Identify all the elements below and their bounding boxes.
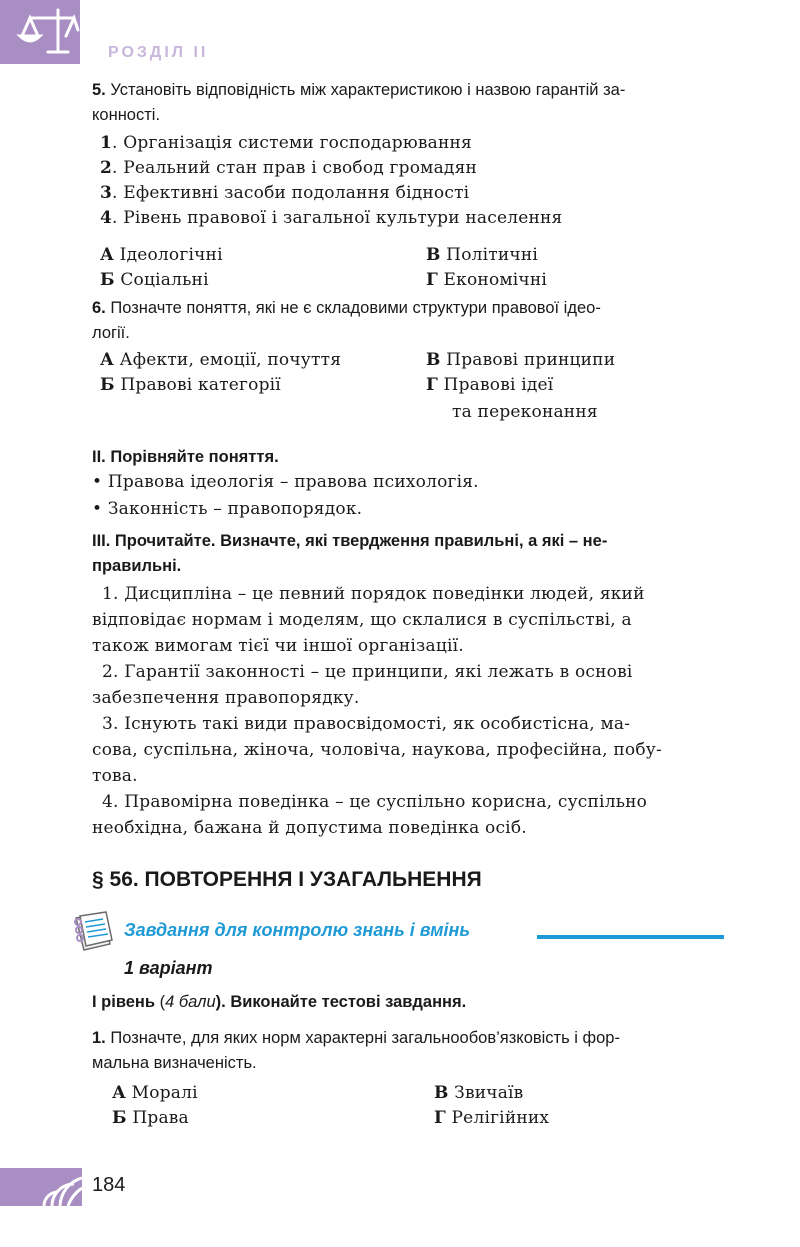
- question-6: 6. Позначте поняття, які не є складовими структури правової ідео- логії.: [92, 299, 601, 342]
- answer-option: Б Правові категорії: [100, 375, 281, 395]
- list-item: 1. Організація системи господарювання: [100, 133, 472, 153]
- question-1: 1. Позначте, для яких норм характерні загальнообов’язковість і фор- мальна визначеність.: [92, 1029, 620, 1072]
- notebook-icon: [70, 910, 116, 954]
- q5-items: [100, 131, 563, 231]
- answer-option: Г Релігійних: [434, 1108, 550, 1128]
- part3-statement: 2. Гарантії законності – це принципи, які лежать в основі забезпечення правопорядку.: [92, 662, 633, 708]
- subsection-title: Завдання для контролю знань і вмінь: [124, 920, 471, 940]
- answer-option: В Політичні: [426, 245, 539, 265]
- part3-statement: 4. Правомірна поведінка – це суспільно корисна, суспільно необхідна, бажана й допустима поведінка осіб.: [92, 792, 648, 838]
- list-item: • Законність – правопорядок.: [92, 499, 363, 519]
- paragraph-title: § 56. ПОВТОРЕННЯ І УЗАГАЛЬНЕННЯ: [92, 868, 482, 891]
- answer-option: А Афекти, емоції, почуття: [100, 350, 342, 370]
- answer-option: Г Економічні: [426, 270, 548, 290]
- answer-option: Г Правові ідеї: [426, 375, 554, 395]
- answer-option-continuation: та переконання: [452, 402, 598, 422]
- subsection-rule: [537, 935, 724, 939]
- page-number: 184: [92, 1174, 126, 1196]
- level-heading: І рівень (4 бали). Виконайте тестові завдання.: [92, 993, 467, 1011]
- part2-heading: II. Порівняйте поняття.: [92, 448, 279, 466]
- question-number: 5.: [92, 81, 106, 99]
- list-item: 4. Рівень правової і загальної культури населення: [100, 208, 563, 228]
- part3-statement: 3. Існують такі види правосвідомості, як особистісна, ма- сова, суспільна, жіноча, чоловіча, наукова, професійна, побу- това.: [92, 714, 662, 786]
- answer-option: В Правові принципи: [426, 350, 616, 370]
- part3-statement: 1. Дисципліна – це певний порядок поведінки людей, який відповідає нормам і моделям, що склалися в суспільстві, а також вимогам тієї чи іншої організації.: [92, 584, 645, 656]
- variant-title: 1 варіант: [124, 958, 213, 978]
- section-corner-tab: [0, 0, 80, 64]
- arcs-icon: [0, 1168, 82, 1206]
- scales-icon: [0, 0, 80, 64]
- question-number: 6.: [92, 299, 106, 317]
- answer-option: А Моралі: [112, 1083, 198, 1103]
- list-item: 2. Реальний стан прав і свобод громадян: [100, 158, 478, 178]
- question-5: 5. Установіть відповідність між характеристикою і назвою гарантій за- конності.: [92, 81, 626, 124]
- question-number: 1.: [92, 1029, 106, 1047]
- answer-option: Б Соціальні: [100, 270, 209, 290]
- answer-option: А Ідеологічні: [100, 245, 223, 265]
- page-number-tab: [0, 1168, 82, 1206]
- section-label: РОЗДІЛ II: [108, 44, 209, 61]
- list-item: 3. Ефективні засоби подолання бідності: [100, 183, 470, 203]
- part2-bullets: [92, 470, 479, 522]
- list-item: • Правова ідеологія – правова психологія.: [92, 472, 479, 492]
- answer-option: Б Права: [112, 1108, 189, 1128]
- part3-heading: III. Прочитайте. Визначте, які твердження правильні, а які – не- правильні.: [92, 532, 608, 575]
- answer-option: В Звичаїв: [434, 1083, 524, 1103]
